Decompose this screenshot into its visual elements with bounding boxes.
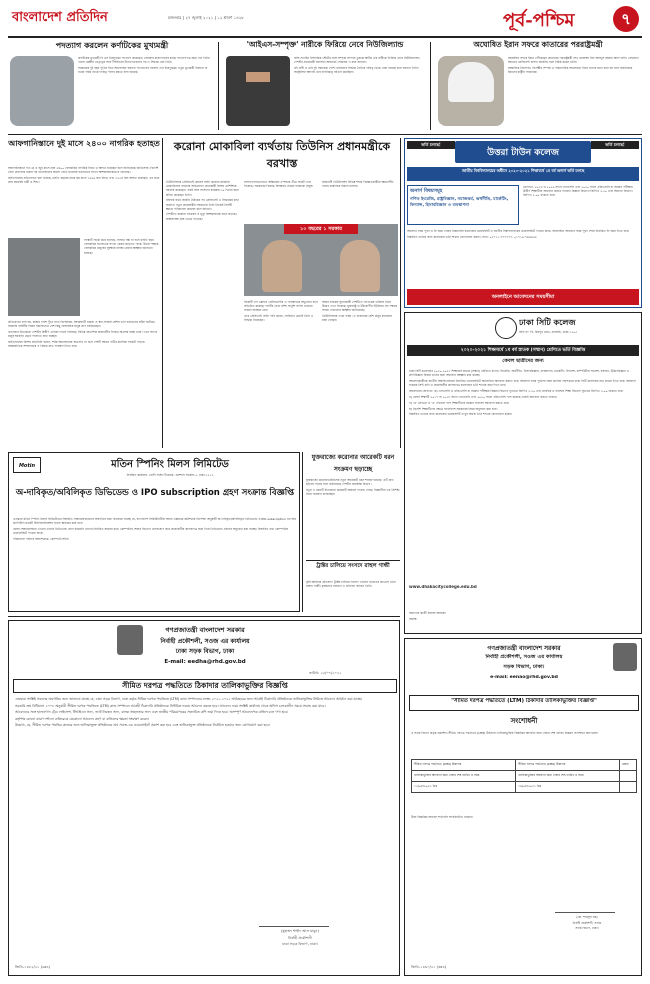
story-body: অঘোষিত সফরে ইরান পৌঁছেছেন কাতারের পররাষ্ট্রমন্ত্রী শেখ মোহাম্মদ বিন আবদুল রহমান আল থানি। তেহরানে ইরানের প্রেসিডেন্ট হাসান রুহানির সঙ্গে বৈঠক করেন তিনি। আঞ্চলিক নিরাপত্তা, দ্বিপক্ষীয় সম্পর্ক ও পারমাণবিক আলোচনা নিয়ে তাদের মধ্যে কথা হয় বলে জানিয়েছে ইরানের রাষ্ট্রীয় গণমাধ্যম। xyxy=(508,56,639,75)
college-logo-text: উত্তরা টাউন কলেজ xyxy=(487,148,559,158)
table-row xyxy=(412,771,637,782)
signature-mark xyxy=(555,899,615,913)
story-tunisia xyxy=(166,138,398,448)
page-number: ৭ xyxy=(613,6,639,32)
gov-line-3: ঢাকা সড়ক বিভাগ, ঢাকা xyxy=(175,648,235,655)
story-body: যুক্তরাজ্যে করোনাভাইরাসের নতুন আরেকটি ধরন শনাক্ত হয়েছে। এটি দ্রুত ছড়িয়ে পড়ছে বলে জানিয়েছে দেশটির জনস্বাস্থ্য বিভাগ। নতুন এ ধরনটি ইতোমধ্যে কয়েকটি অঞ্চলে পাওয়া গেছে। বিজ্ঞানীরা এর বৈশিষ্ট্য নিয়ে গবেষণা চালাচ্ছেন। xyxy=(306,478,400,497)
ipo-title: অ-দাবিকৃত/অবিলিকৃত ডিভিডেন্ড ও IPO subscription গ্রহণ সংক্রান্ত বিজ্ঞপ্তি xyxy=(15,488,295,498)
gov-title-box xyxy=(13,679,397,693)
story-col-2-group xyxy=(244,180,398,446)
amendment-table xyxy=(411,759,637,809)
story-afghanistan xyxy=(8,138,160,448)
headline: করোনা মোকাবিলা ব্যর্থতায় তিউনিস প্রধানমন্ত্রীকে বরখাস্ত xyxy=(173,140,391,170)
gov-line-1: গণপ্রজাতন্ত্রী বাংলাদেশ সরকার xyxy=(165,626,245,634)
table-header: সীমিত দরপত্র পদ্ধতিতে (LTM) ঠিকাদার xyxy=(412,760,516,771)
date-line: মঙ্গলবার | ২৭ জুলাই ২০২১ | ১২ শ্রাবণ ১৪২৮ xyxy=(168,16,245,20)
gov-title: সীমিত দরপত্র পদ্ধতিতে ঠিকাদার তালিকাভুক্তির বিজ্ঞপ্তি xyxy=(122,681,288,690)
signature-text: (মো. শামসুল হক) নির্বাহী প্রকৌশলী, সওজ সড়ক বিভাগ, ঢাকা। xyxy=(572,915,602,931)
headline: ট্রাক্টর চালিয়ে সংসদে রাহুল গান্ধী xyxy=(316,563,390,569)
story-col-3: রাজধানী তিউনিসসহ বিভিন্ন শহরে বিক্ষোভকারীরা ক্ষমতাসীন দলের কার্যালয়ে হামলা চালায়। xyxy=(322,180,394,189)
gov-notice-left xyxy=(8,620,400,976)
college-admission-ad xyxy=(404,138,642,308)
veiled-woman-photo xyxy=(226,56,290,126)
notice-sub: কেবল ছাত্রীদের জন্য xyxy=(502,358,544,364)
story-col-2b: বিরোধী দল এন্নাহদা প্রেসিডেন্টের এ পদক্ষেপকে অভ্যুত্থান বলে অভিহিত করেছে। দলটির নেতা রশিদ ঘানুশি সংসদ ভবনের সামনে অবস্থান নেন। তবে প্রেসিডেন্ট সাইদ দাবি করেন, সংবিধান মেনেই তিনি এ সিদ্ধান্ত নিয়েছেন। xyxy=(244,300,318,323)
story-body-side: সংস্থাটি সতর্ক করে বলেছে, সংঘাত বন্ধ না হলে চলতি বছর বেসামরিক হতাহতের সংখ্যা রেকর্ড ছাড়াতে পারে। উভয় পক্ষকে বেসামরিক মানুষের সুরক্ষায় ব্যবস্থা নেয়ার আহ্বান জানানো হয়েছে। xyxy=(84,238,159,255)
notice-body: ঢাকা সিটি কলেজের ২০২০-২০২১ শিক্ষাবর্ষে স্নাতক (সম্মান) শ্রেণিতে বাংলা, ইংরেজি, অর্থনীতি, হিসাববিজ্ঞান, ব্যবস্থাপনা, মার্কেটিং, ফিন্যান্স, কম্পিউটার সায়েন্স, রসায়ন, উদ্ভিদবিজ্ঞান ও প্রাণিবিজ্ঞান বিষয়ে ভর্তির জন্য আবেদন আহ্বান করা যাচ্ছে। আবেদনকারীকে জাতীয় বিশ্ববিদ্যালয়ের নির্ধারিত ওয়েবসাইটে অনলাইনে আবেদন করতে হবে। আবেদন ফরম পূরণের সময় কলেজ পছন্দক্রমে ঢাকা সিটি কলেজের নাম প্রথমে দিতে হবে। আবেদন ফরমের প্রিন্ট কপি ও প্রয়োজনীয় কাগজপত্র কলেজের ভর্তি শাখায় জমা দিতে হবে। আবেদনের যোগ্যতা: ক) এসএসসি ও এইচএসসি বা সমমান পরীক্ষায় বিজ্ঞান বিভাগে ন্যূনতম জিপিএ ৩.৫০ এবং মানবিক ও ব্যবসায় শিক্ষা বিভাগে ন্যূনতম জিপিএ ৩.০০ থাকতে হবে। খ) যেসব শিক্ষার্থী ২০১৭ বা ২০১৮ সালে এসএসসি এবং ২০২০ সালে এইচএসসি পাস করেছে তারাই আবেদন করতে পারবে। গ) 'ও' লেভেল ও 'এ' লেভেল পাস শিক্ষার্থীদের সমমান সনদসহ আবেদন করতে হবে। ঘ) বিদেশি শিক্ষার্থীদের ক্ষেত্রে বাংলাদেশ সরকারের নিয়ম অনুসরণ করা হবে। বিস্তারিত তথ্যের জন্য কলেজের ওয়েবসাইট দেখুন অথবা ভর্তি শাখায় যোগাযোগ করুন। xyxy=(409,369,636,417)
row-rule xyxy=(8,134,642,135)
story-body: কর্ণাটকের মুখ্যমন্ত্রী বি এস ইয়েদুরাপ্পা পদত্যাগ করেছেন। সোমবার রাজ্যপালের কাছে পদত্যাগপত্র জমা দেন তিনি। দলের কেন্দ্রীয় নেতৃত্বের সঙ্গে দীর্ঘদিনের টানাপোড়েনের পর এ সিদ্ধান্ত নেন তিনি। সরকারের দুই বছর পূর্তির দিনে আবেগঘন বক্তব্যে পদত্যাগের ঘোষণা দেন ইয়েদুরাপ্পা। নতুন মুখ্যমন্ত্রী নির্বাচন না হওয়া পর্যন্ত তাকে দায়িত্ব পালন করতে বলা হয়েছে। xyxy=(78,56,211,75)
headline: পদত্যাগ করলেন কর্ণাটকের মুখ্যমন্ত্রী xyxy=(55,41,169,50)
subjects-list: গণিত ইংরেজি, রাষ্ট্রবিজ্ঞান, সমাজকর্ম, অর্থনীতি, মার্কেটিং, ফিন্যান্স, হিসাববিজ্ঞান ও ব্যবস্থাপনা xyxy=(410,196,509,207)
ad-ribbon-right: ভর্তি চলছে! xyxy=(591,141,639,149)
company-logo: Motin xyxy=(13,457,41,473)
top-story-new-zealand xyxy=(222,40,428,132)
college-seal xyxy=(495,317,517,339)
portrait-emblem xyxy=(613,643,637,671)
masthead-rule xyxy=(8,36,642,38)
table-row xyxy=(412,782,637,793)
pm-face xyxy=(340,240,380,292)
table-cell: ১৯/০৮/২০২১ খ্রিঃ xyxy=(516,782,620,793)
face-area xyxy=(246,72,270,82)
column-rule xyxy=(218,42,219,130)
gov-notice-right xyxy=(404,638,642,976)
dhaka-city-college-ad xyxy=(404,312,642,634)
row-rule xyxy=(306,560,400,561)
company-name: মতিন স্পিনিং মিলস লিমিটেড xyxy=(111,459,229,470)
column-rule xyxy=(162,138,163,448)
eligibility-text: যোগ্যতা: ২০১৮ ও ২০১৯ সালে এসএসসি এবং ২০২০ সালে এইচএসসি বা সমমান পরীক্ষায় উত্তীর্ণ শিক্ষার্থীরা আবেদন করতে পারবে। বিজ্ঞান বিভাগে জিপিএ ২.৫০ এবং অন্যান্য বিভাগে জিপিএ ২.০০ থাকতে হবে। xyxy=(523,185,633,198)
top-story-karnataka xyxy=(8,40,216,132)
apply-text: আবেদন ফরম পূরণ ও ফি জমা দেয়ার নিয়মাবলি কলেজের ওয়েবসাইট ও জাতীয় বিশ্ববিদ্যালয়ের ওয়েবসাইটে পাওয়া যাবে। অনলাইনে আবেদন ফরম পূরণ শেষে নির্ধারিত ফি জমা দিতে হবে। বিস্তারিত তথ্যের জন্য কলেজের ভর্তি শাখায় যোগাযোগ করুন। ফোন: ০১৭১১-৭৭৭৭৭৭, ০১৭১৬-৭৬৬৬৩৬ xyxy=(407,229,630,239)
ad-ribbon-left: ভর্তি চলছে! xyxy=(407,141,455,149)
gov-ref: তারিখ: ২৫/০৭/২০২১ xyxy=(309,671,342,675)
minister-photo xyxy=(438,56,504,126)
politician-photo xyxy=(10,56,74,126)
gd-code: জিডি-১৪৬০/২১ (৩x৪) xyxy=(411,965,447,969)
headdress xyxy=(448,62,494,102)
gov-line-2: নির্বাহী প্রকৌশলী, সওজ এর কার্যালয় xyxy=(160,638,250,645)
ad-footer: অনলাইনে আবেদনের সময়সীমা xyxy=(407,289,639,305)
table-cell: তালিকাভুক্তির আবেদন জমা দেয়ার শেষ তারিখ ও সময় xyxy=(412,771,516,782)
headline: যুক্তরাজ্যে করোনার আরেকটি ধরন সংক্রমণ ছড়াচ্ছে xyxy=(311,454,395,473)
gov-email: e-mail: eenao@rhd.gov.bd xyxy=(490,675,558,680)
table-cell: ১৫/০৮/২০২১ খ্রিঃ xyxy=(412,782,516,793)
gov-email: E-mail: eedha@rhd.gov.bd xyxy=(164,659,246,665)
gov-title-box xyxy=(409,695,639,711)
subjects-box xyxy=(407,185,519,225)
story-body: কৃষি আইনের প্রতিবাদে ট্রাক্টর চালিয়ে সংসদে গেলেন ভারতের কংগ্রেস নেতা রাহুল গান্ধী। কৃষকদের সমর্থনে এ প্রতিবাদ জানান তিনি। xyxy=(306,580,396,589)
story-col-2: হাসপাতালগুলোতে অক্সিজেন ও শয্যার তীব্র সংকট দেখা দিয়েছে। সরকারের বিরুদ্ধে বিক্ষোভে নামেন হাজারো মানুষ। xyxy=(244,180,314,189)
motin-spinning-notice xyxy=(8,452,300,612)
top-story-qatar xyxy=(434,40,642,132)
notice-bar: ২০২০-২০২১ শিক্ষাবর্ষে ১ম বর্ষ স্নাতক (সম্মান) শ্রেণিতে ভর্তি বিজ্ঞপ্তি xyxy=(407,345,639,356)
headline: আফগানিস্তানে দুই মাসে ২৪০০ নাগরিক হতাহত xyxy=(8,139,160,148)
portrait-emblem xyxy=(117,625,143,655)
gov-subtitle: সংশোধনী xyxy=(510,717,538,725)
college-address: বাড়ি নং ৭ই, মিরপুর রোড, ধানমন্ডি, ঢাকা-১২০৫ xyxy=(519,330,578,334)
gov-body: এ সড়ক বিভাগ কর্তৃক প্রকাশিত সীমিত দরপত্র পদ্ধতিতে (LTM) ঠিকাদার তালিকাভুক্তির বিজ্ঞপ্তির আবেদন জমা দেয়ার শেষ তারিখ নিম্নরূপ সংশোধন করা হলো। xyxy=(411,731,599,735)
ad-title: জাতীয় বিশ্ববিদ্যালয়ের অধীনে ২০২০-২০২১ শিক্ষাবর্ষে ১ম বর্ষ অনার্স ভর্তি চলছে xyxy=(407,167,639,181)
gov-title: "সীমিত দরপত্র পদ্ধতিতে (LTM) ঠিকাদার তালিকাভুক্তির বিজ্ঞপ্তি" xyxy=(451,698,597,704)
row-rule xyxy=(8,616,400,617)
gov-line-3: সড়ক বিভাগ, ঢাকা। xyxy=(503,664,545,670)
photo-tag: ১০ বছরের ১ সরকার xyxy=(284,224,358,234)
table-header: মন্তব্য xyxy=(620,760,637,771)
story-col-3b: আরব বসন্তের সূচনাকারী দেশটিতে গণতন্ত্রের ভবিষ্যৎ নিয়ে উদ্বেগ দেখা দিয়েছে। যুক্তরাষ্ট্র ও ইউরোপীয় ইউনিয়ন সব পক্ষকে সংযম দেখানোর আহ্বান জানিয়েছে। তিউনিসিয়ায় এখন পর্যন্ত ১৮ হাজারের বেশি মানুষ করোনায় মারা গেছেন। xyxy=(322,300,398,323)
website-line: www.dhakacitycollege.edu.bd xyxy=(409,585,477,589)
president-face xyxy=(262,240,302,292)
college-name: ঢাকা সিটি কলেজ xyxy=(519,318,576,327)
story-rahul-gandhi xyxy=(306,562,400,612)
table-cell xyxy=(620,782,637,793)
subjects-label: অনার্স বিষয়সমূহ xyxy=(410,188,443,194)
gov-line-1: গণপ্রজাতন্ত্রী বাংলাদেশ সরকার xyxy=(487,645,561,652)
masthead xyxy=(8,4,642,38)
story-body: জঙ্গি সংগঠন ইসলামিক স্টেটের সঙ্গে সম্পৃক্ত সন্দেহে তুরস্কে আটক এক নারীকে ফিরিয়ে নেবে নিউজিল্যান্ড। দেশটির প্রধানমন্ত্রী জাসিন্ডা আরডার্ন সোমবার এ কথা জানান। ওই নারী ও তার দুই সন্তানকে দেশে ফেরানোর সিদ্ধান্ত নৈতিক দায়িত্ব থেকে নেয়া হয়েছে বলে জানান তিনি। অস্ট্রেলিয়া আগেই তার নাগরিকত্ব বাতিল করেছিল। xyxy=(294,56,420,75)
story-body-top: আফগানিস্তানে গত মে ও জুন মাসে প্রায় ২৪০০ বেসামরিক নাগরিক নিহত ও আহত হয়েছেন বলে জানিয়েছে জাতিসংঘ। বিদেশি সেনা প্রত্যাহার শুরুর পর তালেবানের হামলা বেড়ে যাওয়ায় হতাহতের সংখ্যা আশঙ্কাজনকভাবে বেড়েছে। জাতিসংঘের প্রতিবেদনে বলা হয়েছে, চলতি বছরের প্রথম ছয় মাসে ১৬৫৯ জন নিহত এবং ৩২৫৪ জন আহত হয়েছেন। এর মধ্যে প্রায় অর্ধেকই নারী ও শিশু। xyxy=(8,166,160,185)
section-title: পূর্ব-পশ্চিম xyxy=(503,10,575,31)
afghan-scene-photo xyxy=(8,238,80,316)
story-body-bottom: প্রতিবেদনে বলা হয়, রাস্তার পাশে পুঁতে রাখা বিস্ফোরক, আত্মঘাতী হামলা ও স্থল সংঘর্ষে বেশির ভাগ হতাহতের ঘটনা ঘটেছে। সরকারি বাহিনীর বিমান হামলাতেও বেশ কিছু বেসামরিক মানুষ প্রাণ হারিয়েছেন। তালেবান ইতোমধ্যে দেশটির বিস্তীর্ণ এলাকা দখলে নিয়েছে। বিভিন্ন প্রাদেশিক রাজধানীর দিকেও অগ্রসর হচ্ছে তারা। এতে লাখো মানুষ ঘরবাড়ি ছেড়ে পালাতে বাধ্য হচ্ছেন। জাতিসংঘের বিশেষ প্রতিনিধি বলেন, শান্তি আলোচনায় অগ্রগতি না হলে দেশটি আরও গভীর মানবিক সংকটে পড়বে। আন্তর্জাতিক সম্প্রদায়কে এ বিষয়ে দ্রুত পদক্ষেপ নিতে হবে। xyxy=(8,320,158,349)
headline: অঘোষিত ইরান সফরে কাতারের পররাষ্ট্রমন্ত্রী xyxy=(473,40,603,49)
gov-line-2: নির্বাহী প্রকৌশলী, সওজ এর কার্যালয় xyxy=(485,654,563,660)
gd-code: জিডি-১৪৮২/২১ (৬x৪) xyxy=(15,965,51,969)
table-header: সীমিত দরপত্র পদ্ধতিতে (LTM) ঠিকাদার xyxy=(516,760,620,771)
notice-body: এতদ্বারা মতিন স্পিনিং মিলস লিমিটেডের সম্মানিত শেয়ারহোল্ডারদের অবগতির জন্য জানানো যাচ্ছে যে, বাংলাদেশ সিকিউরিটিজ অ্যান্ড এক্সচেঞ্জ কমিশনের নির্দেশনা অনুযায়ী অ-দাবিকৃত/অবিলিকৃত ডিভিডেন্ড ও IPO subscription এর অর্থ ক্যাপিটাল মার্কেট স্ট্যাবিলাইজেশন ফান্ডে স্থানান্তর করা হবে। যেসব শেয়ারহোল্ডার এখনো তাদের ডিভিডেন্ড গ্রহণ করেননি তাদের নির্ধারিত সময়ের মধ্যে কোম্পানির শেয়ার বিভাগে যোগাযোগ করে প্রয়োজনীয় কাগজপত্র জমা দিয়ে ডিভিডেন্ড গ্রহণের অনুরোধ করা যাচ্ছে। বিস্তারিত তথ্য কোম্পানির ওয়েবসাইটে পাওয়া যাবে। পরিচালনা পর্ষদের আদেশক্রমে, কোম্পানি সচিব xyxy=(13,517,297,541)
college-logo-block xyxy=(455,141,591,163)
company-address: নিবন্ধিত কার্যালয়: ডেল্টা লাইফ টাওয়ার, গুলশান সার্কেল-২, ঢাকা-১২১২ xyxy=(126,473,214,477)
headline: 'আইএস-সম্পৃক্ত' নারীকে ফিরিয়ে নেবে নিউজিল্যান্ড xyxy=(246,40,404,49)
gov-body: এতদ্বারা সংশ্লিষ্ট সকলের অবগতির জন্য জানানো যাচ্ছে যে, ঢাকা সড়ক বিভাগ, ঢাকা কর্তৃক সীমিত দরপত্র পদ্ধতিতে (LTM) কাজ সম্পাদনের লক্ষ্যে ২০২১-২০২২ অর্থবছরের জন্য আগ্রহী ঠিকাদারি প্রতিষ্ঠানকে তালিকাভুক্তির নিমিত্তে আবেদন আহ্বান করা যাচ্ছে। সরকারি ক্রয় বিধিমালা ২০০৮ অনুযায়ী সীমিত দরপত্র পদ্ধতিতে (LTM) কাজ সম্পাদনে আগ্রহী ঠিকাদারি প্রতিষ্ঠানকে নির্ধারিত ফরমে আবেদন করতে হবে। আবেদন ফরম সংশ্লিষ্ট কার্যালয় থেকে অফিস চলাকালীন সময়ে সংগ্রহ করা যাবে। আবেদনের সঙ্গে হালনাগাদ ট্রেড লাইসেন্স, টিআইএন সনদ, ভ্যাট নিবন্ধন সনদ, ব্যাংক সচ্ছলতার সনদ এবং জাতীয় পরিচয়পত্রের সত্যায়িত কপি জমা দিতে হবে। অসম্পূর্ণ আবেদনপত্র বাতিল বলে গণ্য হবে। কর্তৃপক্ষ কোনো কারণ দর্শানো ব্যতিরেকে যেকোনো আবেদন গ্রহণ বা বাতিলের ক্ষমতা সংরক্ষণ করেন। উল্লেখ্য, যে, সীমিত দরপত্র পদ্ধতির কাজের জন্য তালিকাভুক্ত প্রতিষ্ঠানের নাম সওজ-এর ওয়েবসাইটে প্রকাশ করা হবে এবং তালিকাভুক্ত প্রতিষ্ঠানকে নির্বাচিত হওয়ার জন্য যোগাযোগ করা হবে। xyxy=(15,697,363,727)
newspaper-logo: বাংলাদেশ প্রতিদিন xyxy=(12,10,108,25)
signature-mark xyxy=(259,911,329,927)
signature-text: (মুহাম্মদ শাহীদ আল মামুন) নির্বাহী প্রকৌশলী ঢাকা সড়ক বিভাগ, ঢাকা। xyxy=(281,929,319,946)
leaders-photo xyxy=(244,224,398,296)
story-uk-covid xyxy=(306,452,400,558)
column-rule xyxy=(400,138,401,448)
column-rule xyxy=(302,452,303,612)
column-rule xyxy=(430,42,431,130)
table-cell: তালিকাভুক্তির আবেদন জমা দেয়ার শেষ তারিখ ও সময় xyxy=(516,771,620,782)
signature-block: অধ্যাপক কাজী নিয়াজ আহমেদ অধ্যক্ষ xyxy=(409,611,447,621)
gov-note: উক্ত বিজ্ঞপ্তির অন্যান্য শর্তাবলি অপরিবর্তিত থাকবে। xyxy=(411,815,473,819)
story-col-1: তিউনিসিয়ার প্রেসিডেন্ট কায়েস সাইদ করোনা মহামারি মোকাবিলায় ব্যর্থতার অভিযোগে প্রধানমন্ত্রী হিশেম মেশিশিকে বরখাস্ত করেছেন। একই সঙ্গে সংসদের কার্যক্রম ৩০ দিনের জন্য স্থগিত করেছেন তিনি। রবিবার রাতে জরুরি বৈঠকের পর প্রেসিডেন্ট এ সিদ্ধান্তের কথা জানান। নতুন প্রধানমন্ত্রীর সহায়তায় তিনি নিজেই নির্বাহী ক্ষমতা পরিচালনা করবেন বলে জানান। দেশটিতে করোনা সংক্রমণ ও মৃত্যু আশঙ্কাজনক হারে বাড়ছে। স্বাস্থ্যব্যবস্থা প্রায় ভেঙে পড়েছে। xyxy=(166,180,239,221)
table-cell xyxy=(620,771,637,782)
